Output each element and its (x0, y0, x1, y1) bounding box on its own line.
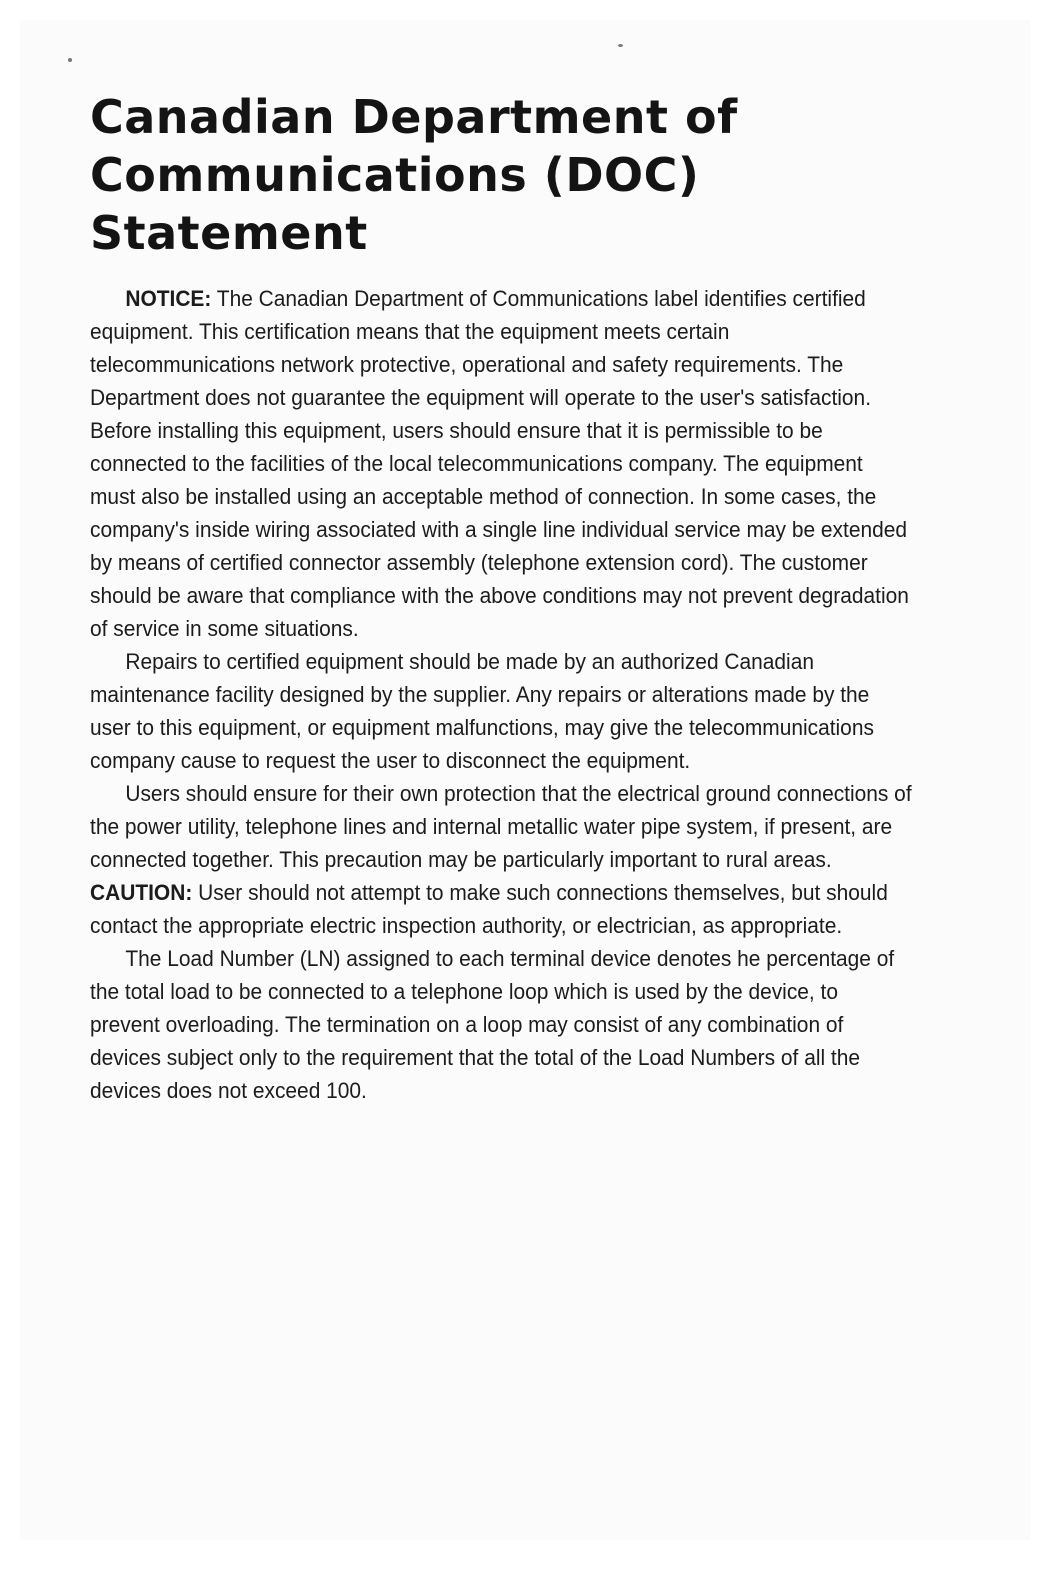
repairs-paragraph: Repairs to certified equipment should be made by an authorized Canadian maintenance facility designed by the supplier. Any repairs or alterations made by the user to this equipment, or equipment malfunctions, may give the telecommunications company cause to request the user to disconnect the equipment. (90, 649, 874, 773)
caution-label: CAUTION: (90, 880, 193, 905)
notice-paragraph (90, 282, 913, 645)
document-body (90, 282, 913, 1107)
scan-speck (618, 44, 623, 47)
caution-paragraph (90, 876, 913, 942)
title-line: Canadian Department of (90, 90, 738, 144)
grounding-paragraph: Users should ensure for their own protection that the electrical ground connections of the power utility, telephone lines and internal metallic water pipe system, if present, are connected together. This precaution may be particularly important to rural areas. (90, 781, 912, 872)
scan-speck (68, 58, 72, 62)
document-page (20, 20, 1030, 1540)
document-title (90, 88, 970, 262)
title-line: Communications (DOC) (90, 148, 700, 202)
title-line: Statement (90, 206, 368, 260)
notice-label: NOTICE: (125, 286, 212, 311)
caution-text: User should not attempt to make such connections themselves, but should contact the appropriate electric inspection authority, or electrician, as appropriate. (90, 880, 888, 938)
load-number-paragraph: The Load Number (LN) assigned to each terminal device denotes he percentage of the total load to be connected to a telephone loop which is used by the device, to prevent overloading. The termination on a loop may consist of any combination of devices subject only to the requirement that the total of the Load Numbers of all the devices does not exceed 100. (90, 946, 895, 1103)
notice-text: The Canadian Department of Communications label identifies certified equipment. This certification means that the equipment meets certain telecommunications network protective, operational and safety requirements. The Department does not guarantee the equipment will operate to the user's satisfaction. Before installing this equipment, users should ensure that it is permissible to be connected to the facilities of the local telecommunications company. The equipment must also be installed using an acceptable method of connection. In some cases, the company's inside wiring associated with a single line individual service may be extended by means of certified connector assembly (telephone extension cord). The customer should be aware that compliance with the above conditions may not prevent degradation of service in some situations. (90, 286, 909, 641)
